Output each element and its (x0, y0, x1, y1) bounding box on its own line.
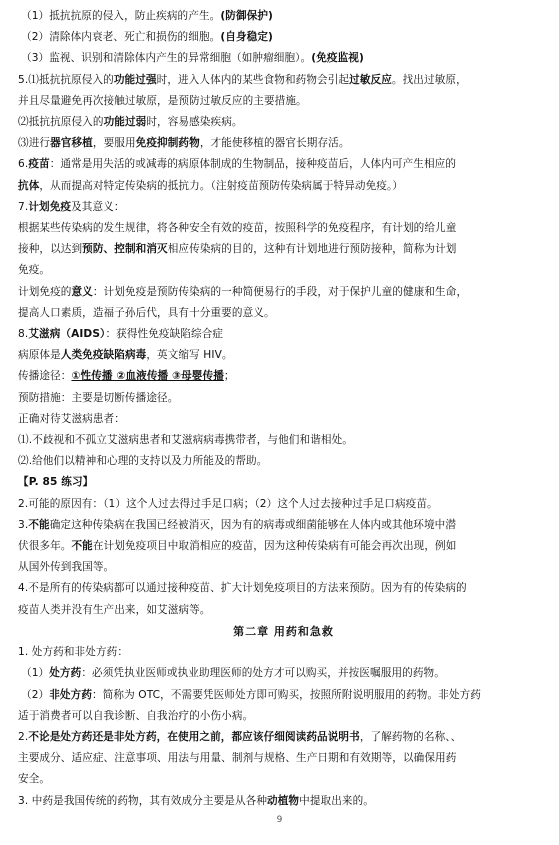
text-line: 提高人口素质，造福子孙后代，具有十分重要的意义。 (18, 306, 275, 319)
bold-term: 预防、控制和消灭 (82, 243, 168, 256)
text-line: ⑵.给他们以精神和心理的支持以及力所能及的帮助。 (18, 455, 268, 468)
text: 。找出过敏原， (391, 73, 467, 86)
text-line (18, 663, 549, 684)
text: 中提取出来的。 (299, 794, 374, 807)
bold-term: 不论是处方药还是非处方药，在使用之前，都应该仔细阅读药品说明书 (28, 730, 360, 743)
text-line: 并且尽量避免再次接触过敏原，是预防过敏反应的主要措施。 (18, 94, 307, 107)
text: ：通常是用失活的或减毒的病原体制成的生物制品，接种疫苗后，人体内可产生相应的 (49, 158, 457, 171)
text-line: 预防措施：主要是切断传播途径。 (18, 391, 179, 404)
text-line (18, 6, 549, 27)
text: ⑶进行 (18, 137, 51, 150)
text: 3. (18, 518, 29, 531)
text: 计划免疫的 (18, 285, 72, 298)
text: ，才能使移植的器官长期存活。 (199, 137, 350, 150)
text: ⑵抵抗抗原侵入的 (18, 116, 104, 129)
bold-term: 功能过强 (113, 73, 157, 86)
text: 确定这种传染病在我国已经被消灭，因为有的病毒或细菌能够在人体内或其他环境中潜 (49, 518, 457, 531)
text: ，要服用 (92, 137, 136, 150)
bold-term: 计划免疫 (28, 200, 72, 213)
text-line: 主要成分、适应症、注意事项、用法与用量、制剂与规格、生产日期和有效期等，以确保用药 (18, 752, 457, 765)
text-line: 2.可能的原因有：（1）这个人过去得过手足口病；（2）这个人过去接种过手足口病疫苗。 (18, 497, 438, 510)
text-line: 疫苗人类并没有生产出来，如艾滋病等。 (18, 603, 211, 616)
text: 3. 中药是我国传统的药物，其有效成分主要是从各种 (18, 794, 268, 807)
text: （1） (21, 667, 50, 680)
text: 6. (18, 158, 29, 171)
text-line (18, 239, 549, 260)
text-line (18, 536, 549, 557)
text: （2）清除体内衰老、死亡和损伤的细胞。 (21, 31, 221, 44)
text-line: 适于消费者可以自我诊断、自我治疗的小伤小病。 (18, 709, 254, 722)
text: 传播途径： (18, 370, 72, 383)
text: 及其意义： (71, 200, 125, 213)
text-line: 根据某些传染病的发生规律，将各种安全有效的疫苗，按照科学的免疫程序，有计划的给儿童 (18, 222, 457, 235)
text: 病原体是 (18, 349, 61, 362)
text: 时，进入人体内的某些食物和药物会引起 (156, 73, 350, 86)
text-line: 免疫。 (18, 264, 51, 277)
bold-term: 处方药 (49, 667, 82, 680)
bold-term: 不能 (71, 540, 93, 553)
bold-term: 过敏反应 (349, 73, 392, 86)
text: 相应传染病的目的，这种有计划地进行预防接种，简称为计划 (167, 243, 457, 256)
text-line (18, 515, 549, 536)
bold-term: 动植物 (267, 794, 300, 807)
text-line (18, 366, 549, 387)
text: （1）抵抗抗原的侵入，防止疾病的产生。 (21, 10, 221, 22)
bold-term: 疫苗 (28, 158, 50, 171)
bold-term: 不能 (28, 518, 50, 531)
text-line: ⑴.不歧视和不孤立艾滋病患者和艾滋病病毒携带者，与他们和谐相处。 (18, 434, 353, 447)
text-line (18, 197, 549, 218)
text: 5.⑴抵抗抗原侵入的 (18, 73, 114, 86)
text: （3）监视、识别和清除体内产生的异常细胞（如肿瘤细胞）。 (21, 52, 312, 65)
text: ：必须凭执业医师或执业助理医师的处方才可以购买，并按医嘱服用的药物。 (81, 667, 445, 680)
text: （2） (21, 688, 50, 701)
text: 8. (18, 328, 29, 341)
section-label (18, 472, 549, 493)
text-line (18, 27, 549, 48)
text-line (18, 727, 549, 748)
text: ：获得性免疫缺陷综合症 (105, 328, 224, 341)
bold-term: (自身稳定) (220, 31, 273, 44)
text-line: 4.不是所有的传染病都可以通过接种疫苗、扩大计划免疫项目的方法来预防。因为有的传染病的 (18, 582, 467, 595)
text: 接种，以达到 (18, 243, 83, 256)
text-line: 1. 处方药和非处方药： (18, 646, 129, 659)
bold-term: 器官移植 (50, 137, 93, 150)
text-line (18, 685, 549, 706)
bold-term: 艾滋病（AIDS） (28, 328, 106, 341)
text-line (18, 176, 549, 197)
text-line: 安全。 (18, 773, 51, 786)
bold-underlined-term: ①性传播 ②血液传播 ③母婴传播 (71, 370, 224, 383)
text-line (18, 70, 549, 91)
text-line (18, 48, 549, 69)
text-line (18, 154, 549, 175)
text: 在计划免疫项目中取消相应的疫苗，因为这种传染病有可能会再次出现，例如 (92, 540, 457, 553)
bold-term: 抗体 (18, 179, 40, 192)
text-line (18, 282, 549, 303)
text-line (18, 791, 549, 812)
text: ，英文缩写 HIV。 (146, 349, 233, 362)
bold-term: (免疫监视) (311, 52, 364, 65)
text: 7. (18, 200, 29, 213)
text: ； (223, 370, 235, 383)
text: ：简称为 OTC，不需要凭医师处方即可购买，按照所附说明服用的药物。非处方药 (92, 688, 481, 701)
text: 时，容易感染疾病。 (146, 116, 243, 129)
bold-term: 【P. 85 练习】 (18, 476, 94, 489)
bold-term: (防御保护) (220, 10, 273, 22)
bold-term: 非处方药 (49, 688, 93, 701)
text: ，了解药物的名称、、 (359, 730, 462, 743)
bold-term: 意义 (71, 285, 93, 298)
page-number: 9 (276, 815, 283, 825)
bold-term: 人类免疫缺陷病毒 (60, 349, 147, 362)
text-line (18, 324, 549, 345)
text-line: 从国外传到我国等。 (18, 561, 115, 574)
text-line (18, 133, 549, 154)
text-line (18, 112, 549, 133)
text-line (18, 345, 549, 366)
text-line: 正确对待艾滋病患者： (18, 412, 125, 425)
bold-term: 功能过弱 (103, 116, 147, 129)
text: 伏很多年。 (18, 540, 72, 553)
text: ：计划免疫是预防传染病的一种简便易行的手段，对于保护儿童的健康和生命， (92, 285, 468, 298)
bold-term: 免疫抑制药物 (135, 137, 200, 150)
text: 2. (18, 730, 29, 743)
text: ，从而提高对特定传染病的抵抗力。（注射疫苗预防传染病属于特异动免疫。） (39, 179, 404, 192)
chapter-heading: 第二章 用药和急救 (233, 624, 334, 638)
